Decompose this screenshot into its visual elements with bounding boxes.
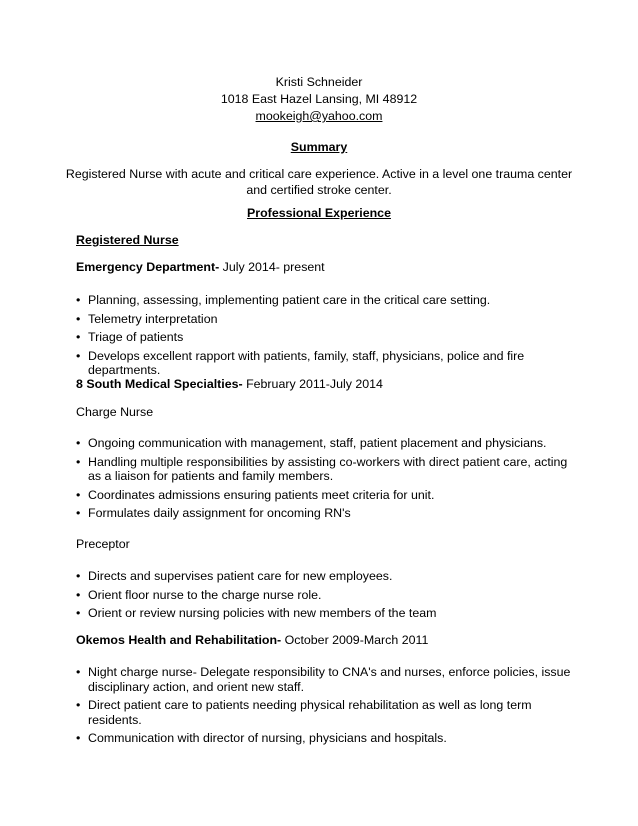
summary-heading: Summary [290, 140, 348, 154]
duty-list [76, 436, 576, 525]
list-item: • Orient floor nurse to the charge nurse role. [76, 588, 576, 603]
duty-list [76, 665, 576, 750]
list-item: • Ongoing communication with management, staff, patient placement and physicians. [76, 436, 576, 451]
list-item: • Night charge nurse- Delegate responsibility to CNA's and nurses, enforce policies, issue disciplinary action, and orient new staff. [76, 665, 576, 694]
list-item: • Formulates daily assignment for oncoming RN's [76, 506, 576, 521]
subrole-title: Preceptor [76, 537, 130, 551]
subrole-title: Charge Nurse [76, 405, 154, 419]
job-dates: July 2014- present [219, 260, 325, 274]
summary-text: Registered Nurse with acute and critical care experience. Active in a level one trauma center and certified stroke center. [65, 167, 573, 197]
role-title: Registered Nurse [76, 233, 179, 247]
employer-name: Okemos Health and Rehabilitation- [76, 633, 282, 647]
experience-heading: Professional Experience [247, 206, 391, 220]
list-item: • Coordinates admissions ensuring patients meet criteria for unit. [76, 488, 576, 503]
job-heading [76, 260, 325, 274]
job-heading [76, 377, 383, 391]
list-item: • Communication with director of nursing, physicians and hospitals. [76, 731, 576, 746]
candidate-name: Kristi Schneider [275, 75, 363, 89]
list-item: • Direct patient care to patients needing physical rehabilitation as well as long term residents. [76, 698, 576, 727]
list-item: • Triage of patients [76, 330, 576, 345]
duty-list [76, 569, 576, 625]
list-item: • Telemetry interpretation [76, 312, 576, 327]
employer-name: 8 South Medical Specialties- [76, 377, 243, 391]
job-dates: February 2011-July 2014 [242, 377, 383, 391]
list-item: • Handling multiple responsibilities by assisting co-workers with direct patient care, acting as a liaison for patients and family members. [76, 455, 576, 484]
job-heading [76, 633, 428, 647]
employer-name: Emergency Department- [76, 260, 220, 274]
address: 1018 East Hazel Lansing, MI 48912 [220, 92, 418, 106]
contact-header [0, 74, 638, 125]
list-item: • Directs and supervises patient care for new employees. [76, 569, 576, 584]
email-link[interactable]: mookeigh@yahoo.com [255, 109, 383, 123]
job-dates: October 2009-March 2011 [281, 633, 429, 647]
list-item: • Planning, assessing, implementing patient care in the critical care setting. [76, 293, 576, 308]
duty-list [76, 293, 576, 382]
list-item: • Develops excellent rapport with patients, family, staff, physicians, police and fire departments. [76, 349, 576, 378]
list-item: • Orient or review nursing policies with new members of the team [76, 606, 576, 621]
